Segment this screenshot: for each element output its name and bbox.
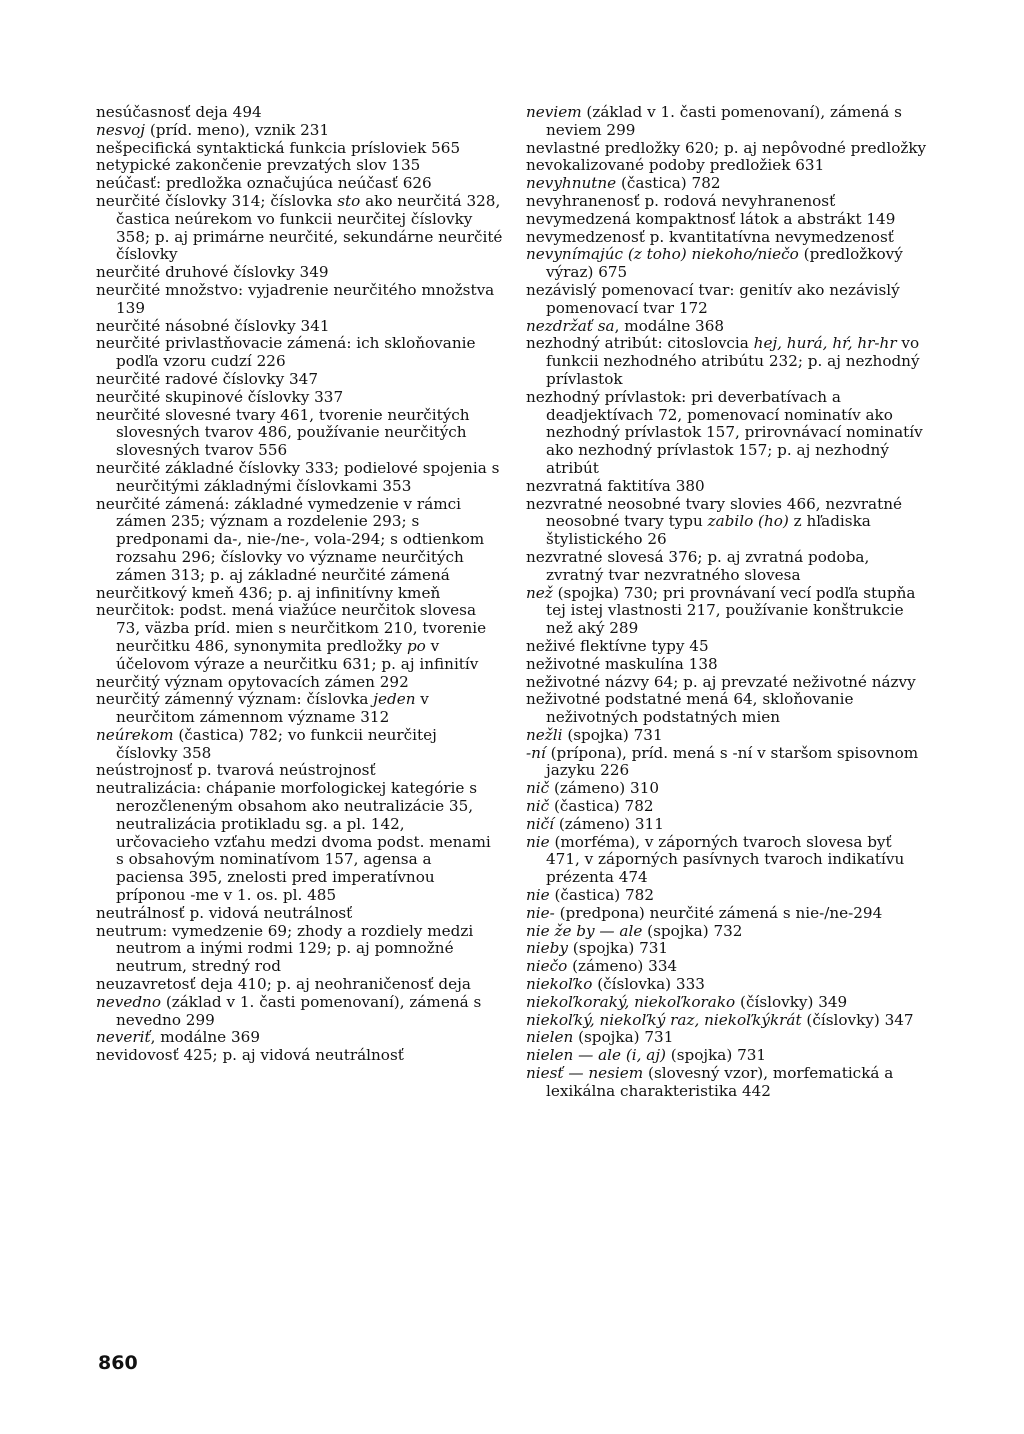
entry-term-italic: nielen: [526, 1028, 574, 1047]
index-entry: [96, 460, 503, 496]
entry-text: (zámeno) 310: [549, 779, 660, 798]
entry-term-italic: nevynímajúc (z toho) niekoho/niečo: [526, 245, 799, 264]
entry-text-pre: neurčitý zámenný význam: číslovka: [96, 690, 374, 709]
entry-term-italic: nezdržať sa: [526, 316, 615, 335]
index-entry: [526, 887, 928, 905]
index-entry: [526, 246, 928, 282]
entry-text: v neurčitom zámennom význame 312: [116, 690, 429, 727]
entry-term-italic: neúrekom: [96, 725, 174, 744]
index-entry: [96, 1047, 503, 1065]
entry-text-pre: nezvratné neosobné tvary slovies 466, nezvratné neosobné tvary typu: [526, 494, 902, 531]
index-entry: [526, 478, 928, 496]
index-entry: [96, 104, 503, 122]
entry-term-italic: neviem: [526, 103, 582, 121]
entry-text: (morféma), v záporných tvaroch slovesa byť 471, v záporných pasívnych tvaroch indikatívu prézenta 474: [546, 832, 905, 887]
entry-text: (základ v 1. časti pomenovaní), zámená s neviem 299: [546, 103, 902, 139]
entry-text-pre: nezhodný atribút: citoslovcia: [526, 334, 754, 353]
entry-text: (slovesný vzor), morfematická a lexikálna charakteristika 442: [546, 1064, 894, 1100]
entry-term-italic: nesvoj: [96, 120, 145, 139]
index-entry: [96, 727, 503, 763]
entry-text: nezvratné slovesá 376; p. aj zvratná podoba, zvratný tvar nezvratného slovesa: [526, 547, 870, 584]
entry-text: (zámeno) 311: [554, 814, 664, 833]
entry-text: nevidovosť 425; p. aj vidová neutrálnosť: [96, 1046, 404, 1065]
index-entry: [96, 905, 503, 923]
index-entry: [526, 175, 928, 193]
index-entry: [96, 193, 503, 264]
entry-term-italic: hej, hurá, hŕ, hr-hr: [753, 334, 897, 353]
entry-term-italic: nevedno: [96, 992, 161, 1011]
entry-text: (príd. meno), vznik 231: [145, 120, 330, 139]
index-entry: [526, 211, 928, 229]
index-entry: [96, 976, 503, 994]
entry-text: (častica) 782: [616, 174, 721, 193]
index-entry: [526, 745, 928, 781]
index-entry: [526, 389, 928, 478]
index-entry: [96, 923, 503, 976]
index-entry: [526, 780, 928, 798]
entry-text: (prípona), príd. mená s -ní v staršom spisovnom jazyku 226: [545, 743, 919, 780]
entry-text: (spojka) 730; pri provnávaní vecí podľa stupňa tej istej vlastnosti 217, používanie konštrukcie než aký 289: [546, 583, 916, 638]
entry-text: (predpona) neurčité zámená s nie-/ne-294: [554, 903, 883, 922]
index-entry: [526, 638, 928, 656]
index-entry: [526, 104, 928, 140]
entry-text: neurčitkový kmeň 436; p. aj infinitívny kmeň: [96, 583, 441, 602]
index-entry: [526, 282, 928, 318]
entry-term-italic: nič: [526, 779, 550, 798]
index-entry: [96, 602, 503, 673]
entry-text: , modálne 368: [614, 316, 725, 335]
entry-text: neurčité množstvo: vyjadrenie neurčitého množstva 139: [96, 280, 495, 317]
index-entry: [96, 1029, 503, 1047]
entry-text: (častica) 782; vo funkcii neurčitej číslovky 358: [116, 725, 437, 762]
entry-text: nevlastné predložky 620; p. aj nepôvodné predložky: [526, 138, 927, 157]
entry-term-italic: nevyhnutne: [526, 174, 617, 193]
entry-text: (častica) 782: [549, 797, 654, 816]
entry-text: vo funkcii nezhodného atribútu 232; p. aj nezhodný prívlastok: [546, 334, 920, 388]
entry-text: neurčité privlastňovacie zámená: ich skloňovanie podľa vzoru cudzí 226: [96, 334, 476, 371]
index-entry: [526, 674, 928, 692]
entry-text: ako neurčitá 328, častica neúrekom vo funkcii neurčitej číslovky 358; p. aj primárne neurčité, sekundárne neurčité číslovky: [116, 191, 503, 264]
index-entry: [526, 798, 928, 816]
index-entry: [526, 940, 928, 958]
entry-term-italic: nie: [526, 886, 550, 905]
index-entry: [96, 371, 503, 389]
index-entry: [526, 549, 928, 585]
index-entry: [526, 157, 928, 175]
entry-term-italic: nie že by — ale: [526, 921, 643, 940]
index-entry: [526, 140, 928, 158]
entry-text: nevokalizované podoby predložiek 631: [526, 156, 825, 175]
index-entry: [526, 1029, 928, 1047]
entry-term-italic: nič: [526, 797, 550, 816]
entry-text: neurčitý význam opytovacích zámen 292: [96, 672, 409, 691]
index-entry: [526, 585, 928, 638]
index-entry: [96, 585, 503, 603]
index-entry: [526, 727, 928, 745]
entry-text: (zámeno) 334: [567, 957, 678, 976]
entry-term-italic: -ní: [526, 743, 546, 762]
entry-text: nezhodný prívlastok: pri deverbatívach a deadjektívach 72, pomenovací nominatív ako nezhodný prívlastok 157, prirovnávací nominatív ako nezhodný prívlastok 157; p. aj nezhodný atribút: [526, 387, 923, 477]
entry-text: neurčité základné číslovky 333; podielové spojenia s neurčitými základnými číslovkami 353: [96, 458, 500, 495]
entry-term-italic: nieby: [526, 939, 568, 958]
index-entry: [526, 335, 928, 388]
index-entry: [96, 496, 503, 585]
index-entry: [96, 691, 503, 727]
entry-text: neutrálnosť p. vidová neutrálnosť: [96, 903, 353, 922]
index-entry: [96, 674, 503, 692]
index-entry: [96, 780, 503, 905]
index-entry: [96, 175, 503, 193]
index-entry: [526, 1047, 928, 1065]
entry-text: (spojka) 732: [642, 921, 743, 940]
entry-text-pre: neurčitok: podst. mená viažúce neurčitok slovesa 73, väzba príd. mien s neurčitkom 210, tvorenie neurčitku 486, synonymita predložky: [96, 601, 487, 655]
entry-text: neurčité radové číslovky 347: [96, 369, 319, 388]
entry-text: neústrojnosť p. tvarová neústrojnosť: [96, 761, 376, 780]
entry-term-italic: jeden: [373, 690, 416, 709]
index-entry: [96, 157, 503, 175]
entry-text: nezávislý pomenovací tvar: genitív ako nezávislý pomenovací tvar 172: [526, 280, 900, 317]
entry-term-italic: nielen — ale (i, aj): [526, 1046, 666, 1065]
entry-text: nesúčasnosť deja 494: [96, 103, 262, 121]
entry-term-italic: niekoľkoraký, niekoľkorako: [526, 992, 736, 1011]
entry-text-pre: neurčité číslovky 314; číslovka: [96, 191, 338, 210]
index-entry: [96, 389, 503, 407]
right-column: [526, 104, 928, 1101]
index-entry: [96, 407, 503, 460]
entry-text: neživé flektívne typy 45: [526, 636, 709, 655]
index-entry: [96, 282, 503, 318]
index-entry: [526, 656, 928, 674]
entry-text: neurčité násobné číslovky 341: [96, 316, 330, 335]
entry-text: (základ v 1. časti pomenovaní), zámená s nevedno 299: [116, 992, 482, 1029]
index-entry: [526, 1065, 928, 1101]
entry-text: (spojka) 731: [573, 1028, 674, 1047]
entry-text: (častica) 782: [549, 886, 655, 905]
index-entry: [526, 229, 928, 247]
index-entry: [96, 335, 503, 371]
entry-term-italic: neveriť: [96, 1028, 151, 1047]
index-entry: [526, 496, 928, 549]
index-entry: [526, 905, 928, 923]
index-entry: [526, 994, 928, 1012]
page-number: 860: [98, 1352, 138, 1374]
entry-text: neurčité zámená: základné vymedzenie v rámci zámen 235; význam a rozdelenie 293; s predponami da-, nie-/ne-, vola-294; s odtienkom rozsahu 296; číslovky vo význame neurčitých zámen 313; p. aj základné neurčité zámená: [96, 494, 485, 584]
index-entry: [526, 318, 928, 336]
index-entry: [526, 923, 928, 941]
entry-text: (spojka) 731: [562, 725, 663, 744]
entry-text: (predložkový výraz) 675: [546, 245, 903, 282]
entry-text: neúčasť: predložka označujúca neúčasť 626: [96, 174, 432, 193]
entry-term-italic: niekoľko: [526, 975, 593, 994]
entry-term-italic: nie-: [526, 903, 555, 922]
entry-text: neutralizácia: chápanie morfologickej kategórie s nerozčleneným obsahom ako neutralizácie 35, neutralizácia protikladu sg. a pl. 142, určovacieho vzťahu medzi dvoma podst. menami s obsahovým nominatívom 157, agensa a paciensa 395, znelosti pred imperatívnou príponou -me v 1. os. pl. 485: [96, 779, 491, 905]
index-entry: [96, 264, 503, 282]
entry-text: neživotné maskulína 138: [526, 654, 718, 673]
entry-text: (číslovka) 333: [592, 975, 705, 994]
entry-text: nevyhranenosť p. rodová nevyhranenosť: [526, 191, 836, 210]
entry-term-italic: ničí: [526, 814, 555, 833]
entry-text: , modálne 369: [150, 1028, 260, 1047]
entry-text: nevymedzenosť p. kvantitatívna nevymedzenosť: [526, 227, 894, 246]
index-entry: [526, 958, 928, 976]
index-entry: [526, 193, 928, 211]
index-entry: [526, 816, 928, 834]
entry-text: nevymedzená kompaktnosť látok a abstrákt 149: [526, 209, 896, 228]
entry-text: netypické zakončenie prevzatých slov 135: [96, 156, 421, 175]
index-entry: [96, 318, 503, 336]
entry-term-italic: zabilo (ho): [707, 512, 789, 531]
entry-term-italic: nie: [526, 832, 550, 851]
entry-text: (číslovky) 349: [735, 992, 848, 1011]
entry-text: neživotné podstatné mená 64, skloňovanie neživotných podstatných mien: [526, 690, 854, 727]
entry-text: nezvratná faktitíva 380: [526, 476, 705, 495]
entry-text: (spojka) 731: [665, 1046, 767, 1065]
index-entry: [96, 762, 503, 780]
entry-text: z hľadiska štylistického 26: [546, 512, 871, 549]
index-entry: [526, 834, 928, 887]
entry-text: (číslovky) 347: [801, 1010, 914, 1029]
entry-text: neurčité druhové číslovky 349: [96, 263, 329, 282]
entry-term-italic: nežli: [526, 725, 563, 744]
entry-term-italic: niekoľký, niekoľký raz, niekoľkýkrát: [526, 1010, 802, 1029]
entry-text: neuzavretosť deja 410; p. aj neohraničenosť deja: [96, 975, 471, 994]
entry-text: nešpecifická syntaktická funkcia prísloviek 565: [96, 138, 461, 157]
entry-term-italic: než: [526, 583, 553, 602]
entry-term-italic: niečo: [526, 957, 568, 976]
left-column: [96, 104, 503, 1065]
index-entry: [526, 1012, 928, 1030]
entry-text: neurčité slovesné tvary 461, tvorenie neurčitých slovesných tvarov 486, používanie neurčitých slovesných tvarov 556: [96, 405, 470, 460]
entry-text: neurčité skupinové číslovky 337: [96, 387, 344, 406]
entry-text: (spojka) 731: [567, 939, 669, 958]
index-entry: [96, 122, 503, 140]
index-entry: [96, 140, 503, 158]
entry-text: neživotné názvy 64; p. aj prevzaté neživotné názvy: [526, 672, 916, 691]
entry-text: neutrum: vymedzenie 69; zhody a rozdiely medzi neutrom a inými rodmi 129; p. aj pomnožné neutrum, stredný rod: [96, 921, 474, 976]
index-entry: [526, 976, 928, 994]
entry-term-italic: po: [406, 636, 426, 655]
index-entry: [96, 994, 503, 1030]
entry-term-italic: sto: [337, 191, 361, 210]
entry-term-italic: niesť — nesiem: [526, 1064, 644, 1083]
index-entry: [526, 691, 928, 727]
entry-text: v účelovom výraze a neurčitku 631; p. aj infinitív: [116, 636, 479, 673]
